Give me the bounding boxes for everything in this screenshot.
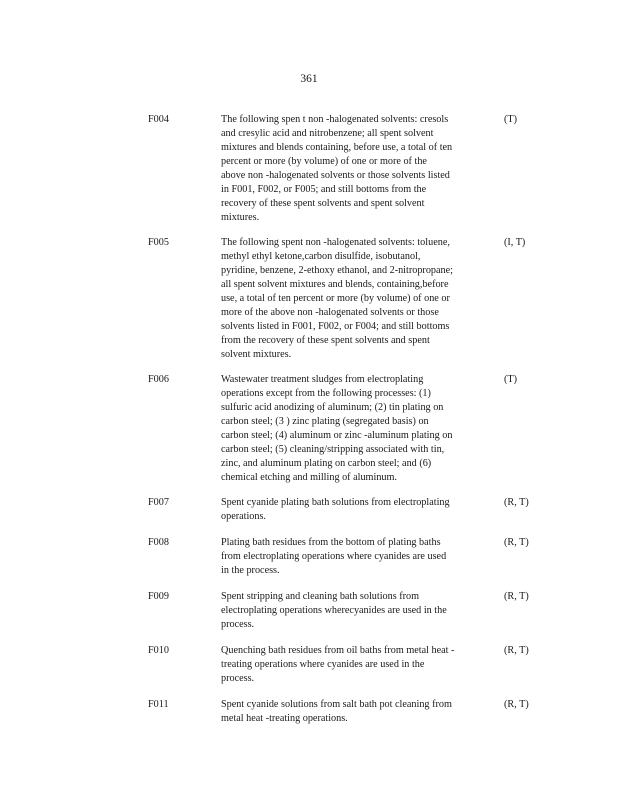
description-line: treating operations where cyanides are used in the (221, 659, 425, 670)
description-line: percent or more (by volume) of one or more of the (221, 156, 427, 167)
description-line: Plating bath residues from the bottom of plating baths (221, 537, 441, 548)
waste-description (221, 590, 493, 632)
description-line: solvent mixtures. (221, 349, 292, 360)
description-line: carbon steel; (3 ) zinc plating (segregated basis) on (221, 416, 429, 427)
waste-code: F010 (148, 645, 169, 656)
hazard-code: (T) (504, 374, 518, 385)
description-line: carbon steel; (4) aluminum or zinc -aluminum plating on (221, 430, 453, 441)
waste-code: F005 (148, 237, 169, 248)
description-line: chemical etching and milling of aluminum. (221, 472, 397, 483)
waste-description (221, 644, 493, 686)
description-line: mixtures. (221, 212, 260, 223)
hazard-code: (R, T) (504, 699, 529, 710)
description-line: Spent stripping and cleaning bath solutions from (221, 591, 420, 602)
hazard-code: (R, T) (504, 645, 529, 656)
description-line: recovery of these spent solvents and spent solvent (221, 198, 425, 209)
waste-description (221, 113, 493, 225)
description-line: above non -halogenated solvents or those solvents listed (221, 170, 450, 181)
waste-code: F008 (148, 537, 169, 548)
description-line: Spent cyanide solutions from salt bath pot cleaning from (221, 699, 452, 710)
description-line: process. (221, 673, 255, 684)
description-line: from electroplating operations where cyanides are used (221, 551, 447, 562)
description-line: The following spen t non -halogenated solvents: cresols (221, 114, 449, 125)
waste-code: F004 (148, 114, 169, 125)
description-line: zinc, and aluminum plating on carbon steel; and (6) (221, 458, 432, 469)
description-line: electroplating operations wherecyanides are used in the (221, 605, 447, 616)
description-line: solvents listed in F001, F002, or F004; and still bottoms (221, 321, 450, 332)
description-line: Spent cyanide plating bath solutions from electroplating (221, 497, 450, 508)
waste-description (221, 236, 493, 362)
waste-description (221, 536, 493, 578)
hazard-code: (R, T) (504, 537, 529, 548)
description-line: The following spent non -halogenated solvents: toluene, (221, 237, 450, 248)
waste-code: F011 (148, 699, 169, 710)
waste-code: F007 (148, 497, 169, 508)
description-line: Wastewater treatment sludges from electroplating (221, 374, 424, 385)
waste-description (221, 698, 493, 726)
description-line: and cresylic acid and nitrobenzene; all spent solvent (221, 128, 434, 139)
hazard-code: (T) (504, 114, 518, 125)
description-line: all spent solvent mixtures and blends, containing,before (221, 279, 449, 290)
hazard-code: (R, T) (504, 497, 529, 508)
waste-code: F009 (148, 591, 169, 602)
hazard-code: (R, T) (504, 591, 529, 602)
description-line: operations. (221, 511, 266, 522)
description-line: use, a total of ten percent or more (by volume) of one or (221, 293, 450, 304)
waste-description (221, 496, 493, 524)
page-number: 361 (300, 73, 318, 85)
description-line: operations except from the following processes: (1) (221, 388, 431, 399)
description-line: more of the above non -halogenated solvents or those (221, 307, 439, 318)
description-line: metal heat -treating operations. (221, 713, 348, 724)
description-line: sulfuric acid anodizing of aluminum; (2) tin plating on (221, 402, 444, 413)
description-line: from the recovery of these spent solvents and spent (221, 335, 430, 346)
description-line: pyridine, benzene, 2-ethoxy ethanol, and 2-nitropropane; (221, 265, 453, 276)
hazard-code: (I, T) (504, 237, 526, 248)
description-line: in F001, F002, or F005; and still bottoms from the (221, 184, 427, 195)
description-line: in the process. (221, 565, 280, 576)
description-line: Quenching bath residues from oil baths from metal heat - (221, 645, 455, 656)
description-line: methyl ethyl ketone,carbon disulfide, isobutanol, (221, 251, 421, 262)
waste-code: F006 (148, 374, 169, 385)
waste-description (221, 373, 493, 485)
description-line: carbon steel; (5) cleaning/stripping associated with tin, (221, 444, 445, 455)
description-line: mixtures and blends containing, before use, a total of ten (221, 142, 453, 153)
description-line: process. (221, 619, 255, 630)
